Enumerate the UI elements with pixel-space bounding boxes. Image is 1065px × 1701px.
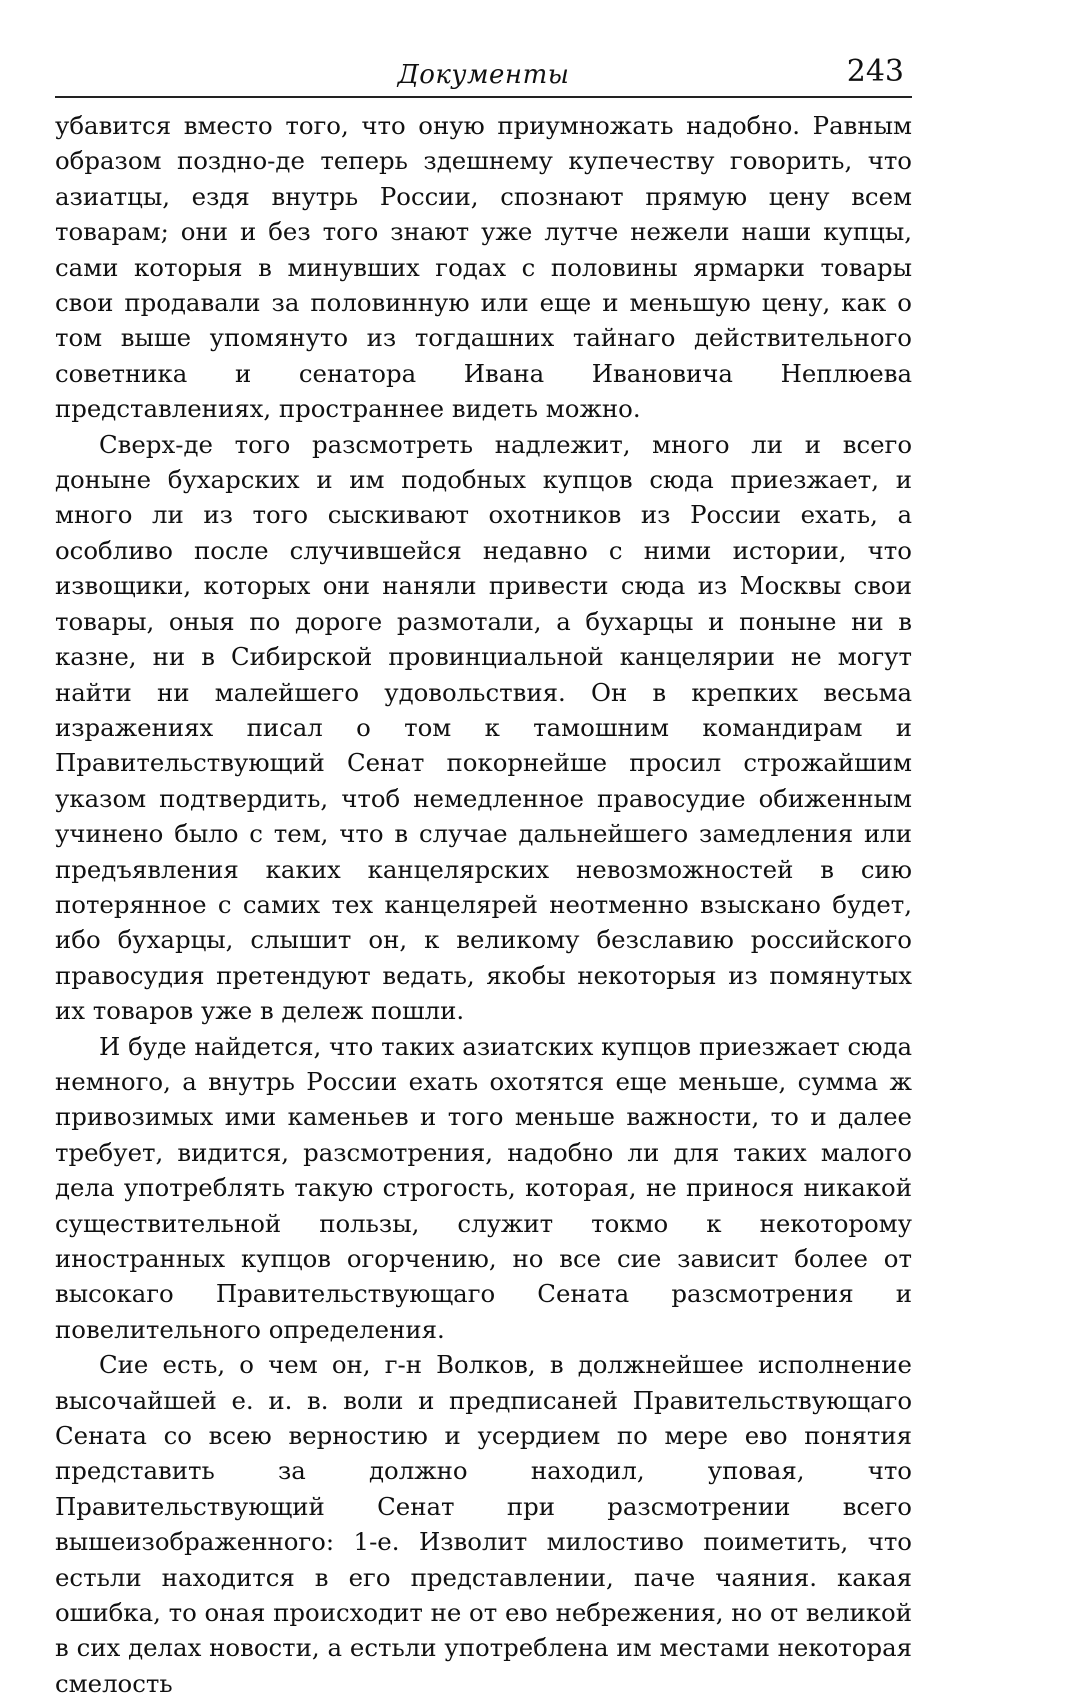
page-number: 243	[846, 54, 904, 89]
paragraph: Сверх-де того разсмотреть надлежит, много ли и всего доныне бухарских и им подобных купцов сюда приезжает, и много ли из того сыскивают охотников из России ехать, а особливо после случившейся недавно с ними истории, что извощики, которых они наняли привести сюда из Москвы свои товары, оныя по дороге размотали, а бухарцы и поныне ни в казне, ни в Сибирской провинциальной канцелярии не могут найти ни малейшего удовольствия. Он в крепких весьма изражениях писал о том к тамошним командирам и Правительствующий Сенат покорнейше просил строжайшим указом подтвердить, чтоб немедленное правосудие обиженным учинено было с тем, что в случае дальнейшего замедления или предъявления каких канцелярских невозможностей в сию потерянное с самих тех канцелярей неотменно взыскано будет, ибо бухарцы, слышит он, к великому безславию российского правосудия претендуют ведать, якобы некоторыя из помянутых их товаров уже в дележ пошли.	[55, 429, 912, 1026]
running-header	[55, 52, 912, 98]
text-body	[55, 108, 912, 1701]
paragraph: Сие есть, о чем он, г-н Волков, в должнейшее исполнение высочайшей е. и. в. воли и предписаней Правительствующаго Сената со всею верностию и усердием по мере ево понятия представить за должно находил, уповая, что Правительствующий Сенат при разсмотрении всего вышеизображенного: 1-е. Изволит милостиво поиметить, что естьли находится в его представлении, паче чаяния. какая ошибка, то оная происходит не от ево небрежения, но от великой в сих делах новости, а естьли употреблена им местами некоторая смелость	[55, 1350, 912, 1698]
paragraph: убавится вместо того, что оную приумножать надобно. Равным образом поздно-де теперь здешнему купечеству говорить, что азиатцы, ездя внутрь России, спознают прямую цену всем товарам; они и без того знают уже лутче нежели наши купцы, сами которыя в минувших годах с половины ярмарки товары свои продавали за половинную или еще и меньшую цену, как о том выше упомянуто из тогдашних тайнаго действительного советника и сенатора Ивана Ивановича Неплюева представлениях, пространнее видеть можно.	[55, 111, 912, 424]
running-title: Документы	[397, 60, 570, 90]
paragraph: И буде найдется, что таких азиатских купцов приезжает сюда немного, а внутрь России ехать охотятся еще меньше, сумма ж привозимых ими каменьев и того меньше важности, то и далее требует, видится, разсмотрения, надобно ли для таких малого дела употреблять такую строгость, которая, не принося никакой существительной пользы, служит токмо к некоторому иностранных купцов огорчению, но все сие зависит более от высокаго Правительствующаго Сената разсмотрения и повелительного определения.	[55, 1031, 912, 1344]
